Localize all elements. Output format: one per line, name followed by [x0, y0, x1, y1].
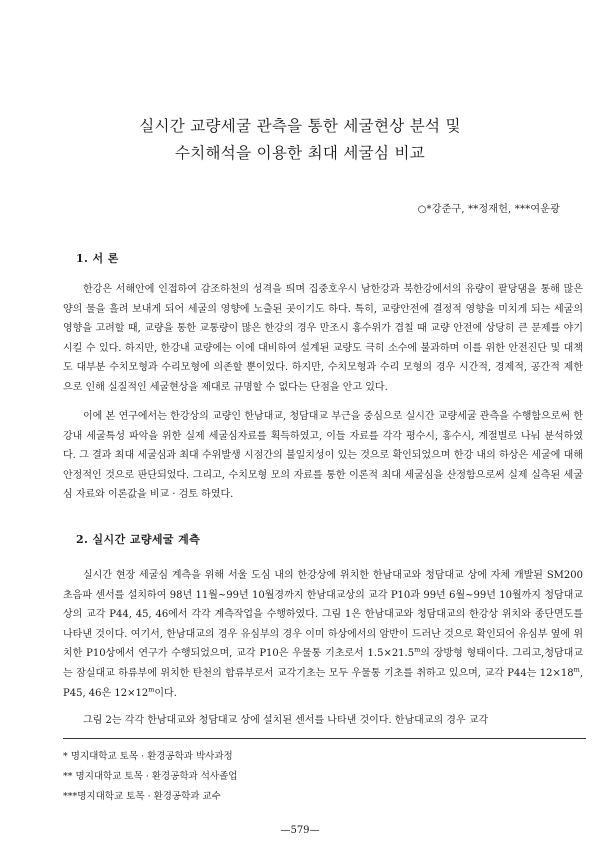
superscript-unit: m: [573, 665, 580, 674]
author-list: ○*강준구, **정재헌, ***여운광: [417, 204, 560, 215]
section-2-paragraph-1: [63, 566, 583, 703]
section-2-paragraph-1-part-a: 실시간 현장 세굴심 계측을 위해 서울 도심 내의 한강상에 위치한 한남대교와 청담대교 상에 자체 개발된 SM200 초음파 센서를 설치하여 98년 11월~99년 10월경까지 한남대교상의 교각 P10과 99년 6월~99년 10월까지 청담대교상의 교각 P44, 45, 46에서 각각 계측작업을 수행하였다. 그림 1은 한남대교와 청담대교의 한강상 위치와 종단면도를 나타낸 것이다. 여기서, 한남대교의 경우 유심부의 경우 이미 하상에서의 암반이 드러난 것으로 확인되어 유심부 옆에 위치한 P10상에서 연구가 수행되었으며, 교각 P10은 우물통 기초로서 1.5×21.5: [63, 570, 583, 660]
superscript-unit: m: [414, 646, 421, 655]
title-line-1: 실시간 교량세굴 관측을 통한 세굴현상 분석 및: [139, 117, 461, 135]
section-2-heading: 2. 실시간 교량세굴 계측: [76, 533, 201, 546]
section-1-heading: 1. 서 론: [76, 252, 119, 265]
section-2-paragraph-1-part-c: , P45, 46은 12×12: [63, 667, 583, 699]
section-1-paragraph-1: 한강은 서해안에 인접하여 감조하천의 성격을 띄며 집중호우시 남한강과 북한강에서의 유량이 팔당댐을 통해 많은 양의 물을 흘려 보내게 되어 세굴의 영향에 노출된 곳이기도 하다. 특히, 교량안전에 결정적 영향을 미치게 되는 세굴의 영향을 고려할 때, 교량을 통한 교통량이 많은 한강의 경우 만조시 홍수위가 겹칠 때 교량 안전에 상당히 큰 문제를 야기시킬 수 있다. 하지만, 한강내 교량에는 이에 대비하여 설계된 교량도 극히 소수에 불과하며 이를 위한 안전진단 및 대책도 대부분 수치모형과 수리모형에 의존할 뿐이었다. 하지만, 수치모형과 수리 모형의 경우 시간적, 경제적, 공간적 제한으로 인해 실질적인 세굴현상을 제대로 규명할 수 없다는 단점을 안고 있다.: [63, 284, 583, 393]
section-2-paragraph-1-part-d: 이다.: [154, 687, 177, 699]
paper-title: [0, 113, 600, 167]
footnote-3: ***명지대학교 토목 · 환경공학과 교수: [63, 791, 221, 802]
page-number: —579—: [280, 825, 320, 836]
footnote-1: * 명지대학교 토목 · 환경공학과 박사과정: [63, 751, 233, 762]
section-2-paragraph-1-part-b: 의 장방형 형태이다. 그리고,청담대교는 잠실대교 하류부에 위치한 탄천의 합류부로서 교각기초는 모두 우물통 기초를 취하고 있으며, 교각 P44는 12×18: [63, 648, 584, 679]
section-2-paragraph-2: 그림 2는 각각 한남대교와 청담대교 상에 설치된 센서를 나타낸 것이다. 한남대교의 경우 교각: [83, 715, 489, 726]
footnote-divider: [63, 738, 586, 739]
superscript-unit: m: [148, 685, 155, 694]
title-line-2: 수치해석을 이용한 최대 세굴심 비교: [174, 144, 425, 162]
section-1-paragraph-2: 이에 본 연구에서는 한강상의 교량인 한남대교, 청담대교 부근을 중심으로 실시간 교량세굴 관측을 수행함으로써 한강내 세굴특성 파악을 위한 실제 세굴심자료를 획득하였고, 이들 자료를 각각 평수시, 홍수시, 계절별로 나눠 분석하였다. 그 결과 최대 세굴심과 최대 수위발생 시점간의 불일치성이 있는 것으로 확인되었으며 한강 내의 하상은 세굴에 대해 안정적인 것으로 판단되었다. 그리고, 수치모형 모의 자료를 통한 이론적 최대 세굴심을 산정함으로써 실제 실측된 세굴심 자료와 이론값을 비교 · 검토 하였다.: [63, 411, 583, 501]
footnote-2: ** 명지대학교 토목 · 환경공학과 석사졸업: [63, 771, 238, 782]
